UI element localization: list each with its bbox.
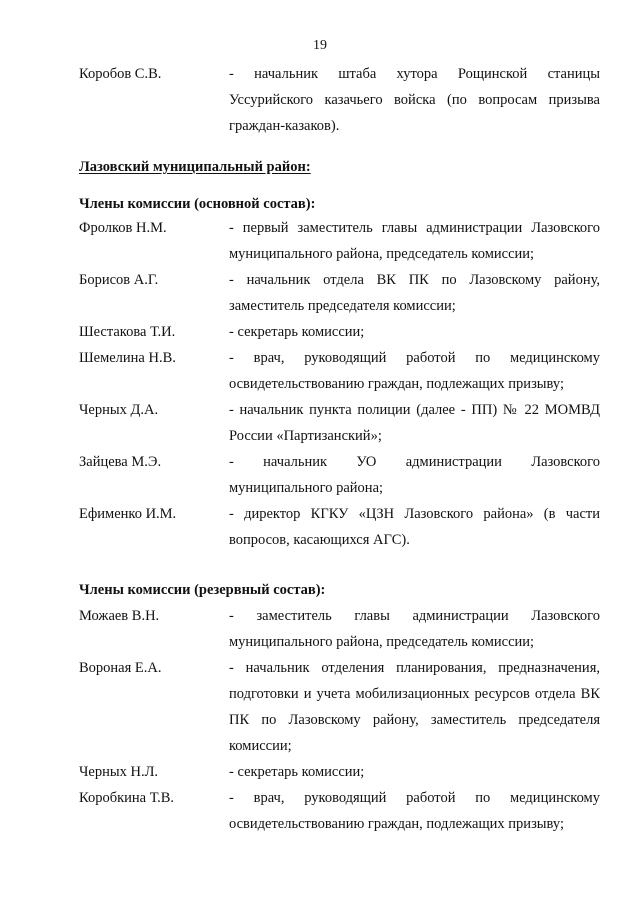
member-role: - начальник отделения планирования, предназначения, подготовки и учета мобилизационных ресурсов отдела ВК ПК по Лазовскому району, заместитель председателя комиссии; [229,660,600,754]
member-name: Ефименко И.М. [79,506,177,522]
member-name: Черных Д.А. [79,402,159,418]
main-members-heading: Члены комиссии (основной состав): [79,196,316,212]
member-name: Шестакова Т.И. [79,324,176,340]
district-title: Лазовский муниципальный район: [79,159,311,175]
member-role: - врач, руководящий работой по медицинскому освидетельствованию граждан, подлежащих призыву; [229,790,600,832]
reserve-members-heading: Члены комиссии (резервный состав): [79,582,326,598]
member-name: Коробов С.В. [79,66,162,82]
member-name: Коробкина Т.В. [79,790,175,806]
member-role: - начальник УО администрации Лазовского муниципального района; [229,454,600,496]
member-name: Можаев В.Н. [79,608,160,624]
member-name: Черных Н.Л. [79,764,159,780]
member-role: - секретарь комиссии; [229,764,365,780]
member-role: - секретарь комиссии; [229,324,365,340]
member-name: Борисов А.Г. [79,272,159,288]
member-role: - начальник пункта полиции (далее - ПП) № 22 МОМВД России «Партизанский»; [229,402,600,444]
member-name: Вороная Е.А. [79,660,162,676]
member-name: Шемелина Н.В. [79,350,176,366]
page-number: 19 [313,38,327,53]
member-role: - директор КГКУ «ЦЗН Лазовского района» (в части вопросов, касающихся АГС). [229,506,600,548]
member-role: - начальник отдела ВК ПК по Лазовскому району, заместитель председателя комиссии; [229,272,600,314]
member-name: Зайцева М.Э. [79,454,162,470]
member-name: Фролков Н.М. [79,220,167,236]
member-role: - заместитель главы администрации Лазовского муниципального района, председатель комиссии; [229,608,600,650]
member-role: - врач, руководящий работой по медицинскому освидетельствованию граждан, подлежащих призыву; [229,350,600,392]
member-role: - первый заместитель главы администрации Лазовского муниципального района, председатель комиссии; [229,220,600,262]
member-role: - начальник штаба хутора Рощинской станицы Уссурийского казачьего войска (по вопросам призыва граждан-казаков). [229,66,600,134]
